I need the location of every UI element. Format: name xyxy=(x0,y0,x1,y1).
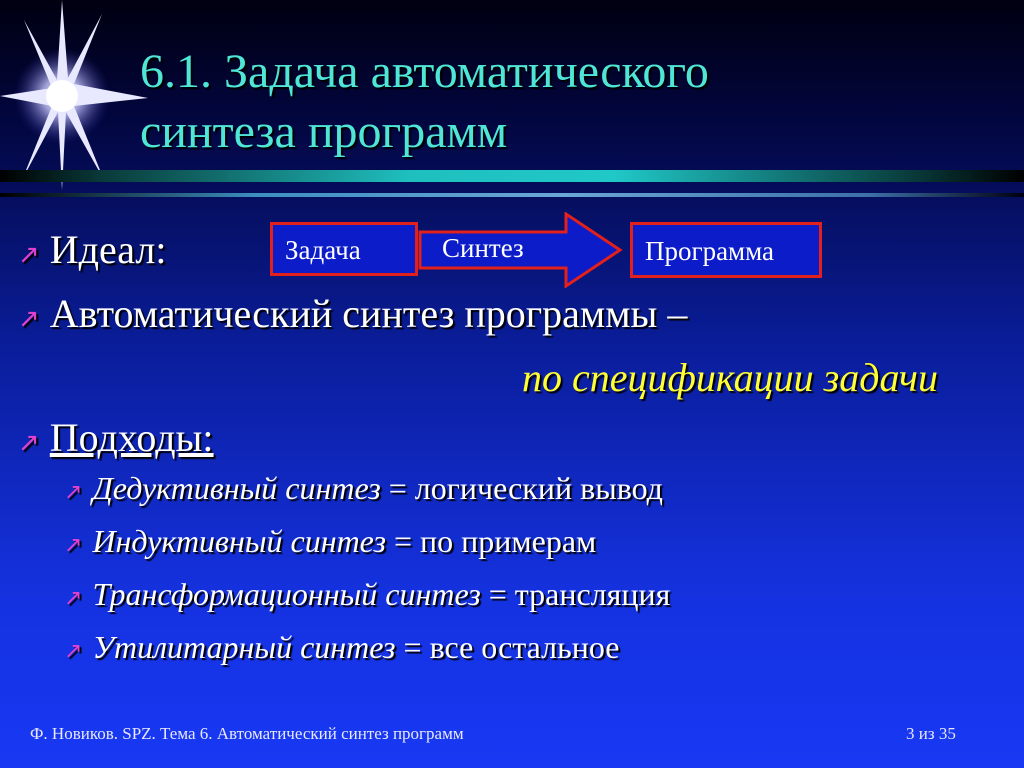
subbullet-term: Дедуктивный синтез xyxy=(92,470,381,506)
bullet-approaches-text: Подходы: xyxy=(49,415,214,460)
bullet-ideal xyxy=(18,226,166,273)
arrow-up-right-icon: ↗ xyxy=(18,304,40,334)
bullet-auto-text: Автоматический синтез программы – xyxy=(49,291,688,336)
diagram-task-label: Задача xyxy=(285,235,361,265)
footer-caption: Ф. Новиков. SPZ. Тема 6. Автоматический синтез программ xyxy=(30,724,464,743)
subbullet-transformational xyxy=(64,576,670,613)
page-number: 3 из 35 xyxy=(906,724,956,743)
arrow-up-right-icon: ↗ xyxy=(18,428,40,458)
divider-thin xyxy=(0,193,1024,197)
subbullet-deductive xyxy=(64,470,663,507)
divider-thick xyxy=(0,170,1024,182)
arrow-up-right-icon: ↗ xyxy=(64,639,83,664)
spec-text: по спецификации задачи xyxy=(522,355,939,400)
slide-title xyxy=(140,42,1000,162)
subbullet-rest: = все остальное xyxy=(395,629,620,665)
diagram-program-box xyxy=(630,222,822,278)
subbullet-term: Трансформационный синтез xyxy=(92,576,481,612)
bullet-auto-synthesis xyxy=(18,290,687,337)
spec-line xyxy=(522,354,938,401)
arrow-up-right-icon: ↗ xyxy=(64,480,83,505)
subbullet-rest: = трансляция xyxy=(480,576,671,612)
bullet-ideal-text: Идеал: xyxy=(49,227,167,272)
star-icon xyxy=(0,0,150,190)
title-line-1: 6.1. Задача автоматического xyxy=(140,45,709,98)
diagram-program-label: Программа xyxy=(645,236,775,266)
diagram-task-box xyxy=(270,222,418,276)
arrow-up-right-icon: ↗ xyxy=(64,533,83,558)
subbullet-term: Индуктивный синтез xyxy=(92,523,386,559)
subbullet-rest: = по примерам xyxy=(385,523,597,559)
arrow-up-right-icon: ↗ xyxy=(64,586,83,611)
diagram-synthesis-label: Синтез xyxy=(442,233,524,263)
subbullet-term: Утилитарный синтез xyxy=(92,629,396,665)
title-line-2: синтеза программ xyxy=(140,105,508,158)
bullet-approaches xyxy=(18,414,214,461)
subbullet-rest: = логический вывод xyxy=(380,470,663,506)
arrow-up-right-icon: ↗ xyxy=(18,240,40,270)
subbullet-utilitarian xyxy=(64,629,619,666)
subbullet-inductive xyxy=(64,523,596,560)
